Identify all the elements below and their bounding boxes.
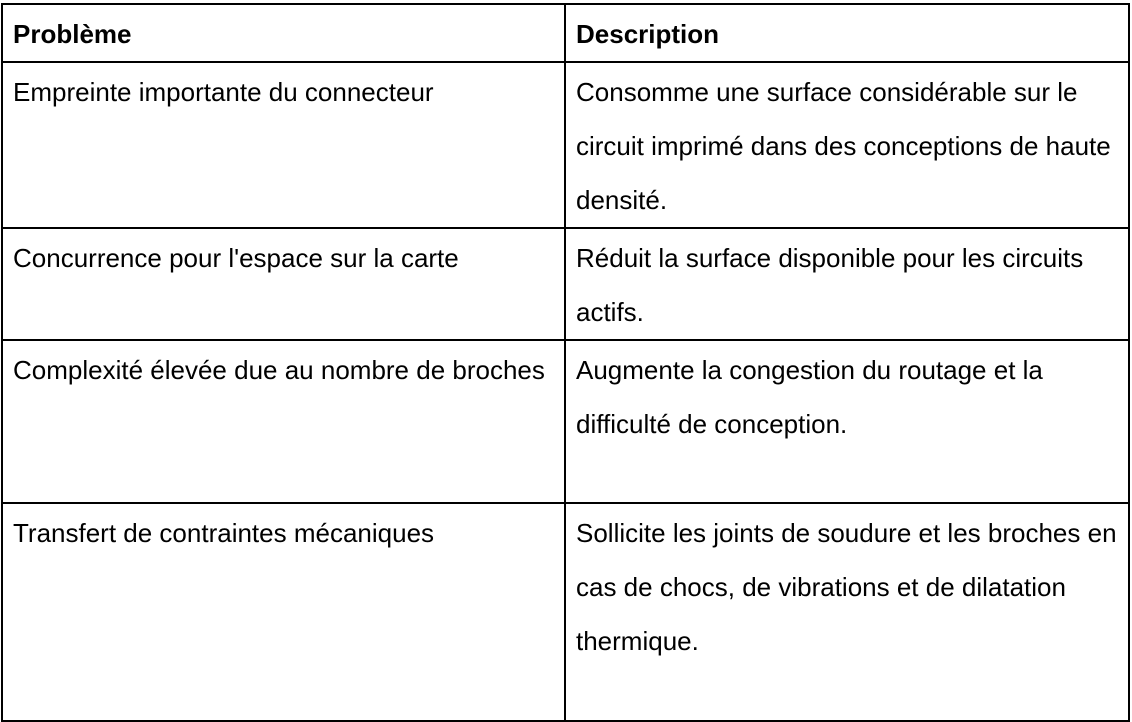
table-row — [2, 228, 1129, 340]
description-cell: Sollicite les joints de soudure et les broches en cas de chocs, de vibrations et de dilatation thermique. — [565, 503, 1129, 721]
description-cell: Augmente la congestion du routage et la difficulté de conception. — [565, 340, 1129, 503]
table-header-row — [2, 4, 1129, 62]
column-header-description: Description — [565, 4, 1129, 62]
problem-cell: Concurrence pour l'espace sur la carte — [2, 228, 565, 340]
problems-table — [1, 3, 1130, 722]
column-header-problem: Problème — [2, 4, 565, 62]
description-cell: Consomme une surface considérable sur le circuit imprimé dans des conceptions de haute densité. — [565, 62, 1129, 228]
problem-cell: Complexité élevée due au nombre de broches — [2, 340, 565, 503]
table-row — [2, 62, 1129, 228]
problem-cell: Empreinte importante du connecteur — [2, 62, 565, 228]
description-cell: Réduit la surface disponible pour les circuits actifs. — [565, 228, 1129, 340]
table-row — [2, 340, 1129, 503]
problem-cell: Transfert de contraintes mécaniques — [2, 503, 565, 721]
table-row — [2, 503, 1129, 721]
